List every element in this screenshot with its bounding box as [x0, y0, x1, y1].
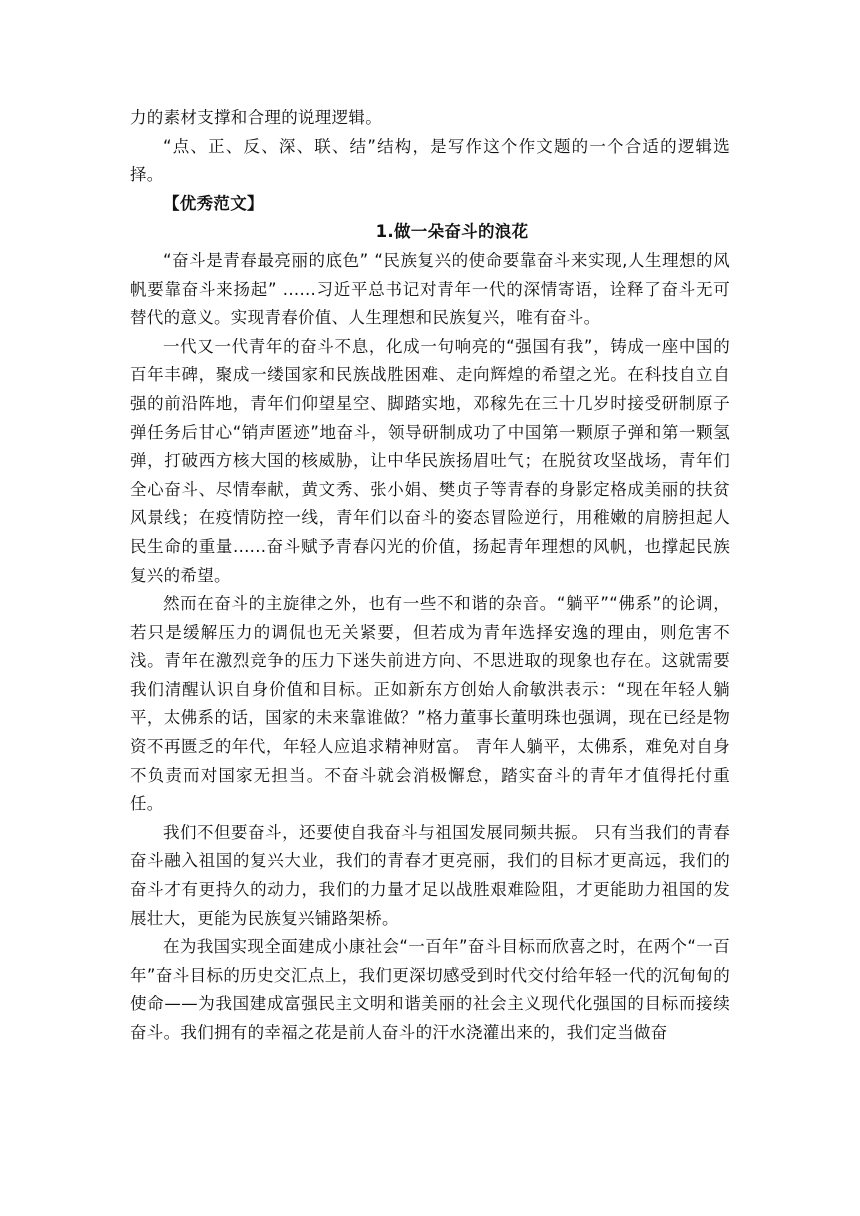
section-heading: 【优秀范文】: [163, 193, 264, 213]
paragraph-continuation: 力的素材支撑和合理的说理逻辑。: [130, 108, 382, 127]
essay-paragraph: 在为我国实现全面建成小康社会“一百年”奋斗目标而欣喜之时，在两个“一百年”奋斗目标的历史交汇点上，我们更深切感受到时代交付给年轻一代的沉甸甸的使命——为我国建成富强民主文明和谐美丽的社会主义现代化强国的目标而接续奋斗。我们拥有的幸福之花是前人奋斗的汗水浇灌出来的，我们定当做奋: [130, 937, 730, 1042]
document-body: [130, 104, 730, 1048]
essay-paragraph: 我们不但要奋斗，还要使自我奋斗与祖国发展同频共振。 只有当我们的青春奋斗融入祖国的复兴大业，我们的青春才更亮丽，我们的目标才更高远，我们的奋斗才有更持久的动力，我们的力量才足以战胜艰难险阻，才更能助力祖国的发展壮大，更能为民族复兴铺路架桥。: [130, 822, 730, 928]
essay-paragraph: “奋斗是青春最亮丽的底色” “民族复兴的使命要靠奋斗来实现,人生理想的风帆要靠奋斗来扬起” ......习近平总书记对青年一代的深情寄语，诠释了奋斗无可替代的意义。实现青春价值、人生理想和民族复兴，唯有奋斗。: [130, 250, 730, 328]
essay-paragraph: 然而在奋斗的主旋律之外，也有一些不和谐的杂音。“躺平”“佛系”的论调，若只是缓解压力的调侃也无关紧要，但若成为青年选择安逸的理由，则危害不浅。青年在激烈竞争的压力下迷失前进方向、不思进取的现象也存在。这就需要我们清醒认识自身价值和目标。正如新东方创始人俞敏洪表示：“现在年轻人躺平，太佛系的话，国家的未来靠谁做？”格力董事长董明珠也强调，现在已经是物资不再匮乏的年代，年轻人应追求精神财富。 青年人躺平，太佛系，难免对自身不负责而对国家无担当。不奋斗就会消极懈怠，踏实奋斗的青年才值得托付重任。: [130, 594, 730, 814]
essay-paragraph: 一代又一代青年的奋斗不息，化成一句响亮的“强国有我”，铸成一座中国的百年丰碑，聚成一缕国家和民族战胜困难、走向辉煌的希望之光。在科技自立自强的前沿阵地，青年们仰望星空、脚踏实地，邓稼先在三十几岁时接受研制原子弹任务后甘心“销声匿迹”地奋斗，领导研制成功了中国第一颗原子弹和第一颗氢弹，打破西方核大国的核威胁，让中华民族扬眉吐气；在脱贫攻坚战场，青年们全心奋斗、尽情奉献，黄文秀、张小娟、樊贞子等青春的身影定格成美丽的扶贫风景线；在疫情防控一线，青年们以奋斗的姿态冒险逆行，用稚嫩的肩膀担起人民生命的重量......奋斗赋予青春闪光的价值，扬起青年理想的风帆，也撑起民族复兴的希望。: [130, 336, 730, 585]
essay-title: 1.做一朵奋斗的浪花: [375, 222, 529, 242]
paragraph-structure-note: “点、正、反、深、联、结”结构，是写作这个作文题的一个合适的逻辑选择。: [130, 136, 730, 185]
